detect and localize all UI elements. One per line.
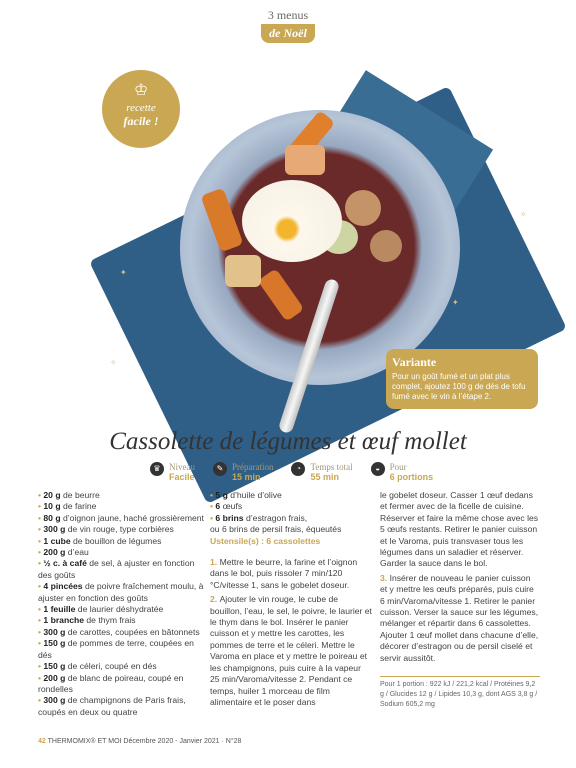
steps-column-2 [210, 557, 372, 708]
potato [285, 145, 325, 175]
knife-icon: ✎ [213, 462, 227, 476]
meta-label: Pour [389, 462, 407, 472]
variante-body: Pour un goût fumé et un plat plus complet, ajoutez 100 g de dés de tofu fumé avec le vin à l’étape 2. [392, 372, 526, 401]
bullet-icon: • [38, 615, 44, 626]
easy-recipe-badge [102, 70, 180, 148]
ingredient-item [38, 695, 208, 718]
ingredient-item [38, 513, 208, 524]
star-decoration: ✦ [120, 268, 127, 277]
ingredients-column-1 [38, 490, 208, 718]
ingredient-qty: 150 g [43, 661, 66, 672]
step-text: le gobelet doseur. Casser 1 œuf dedans et fermer avec de la ficelle de cuisine. Réserver et faire la même chose avec les 5 œufs restants. Retirer le panier cuisson et le Varoma, puis transvaser tous les légumes dans un saladier et réserver. Garder la sauce dans le bol. [380, 490, 539, 569]
ingredient-qty: 150 g [43, 638, 66, 649]
ingredient-text: de champignons de Paris frais, coupés en deux ou quatre [38, 695, 186, 717]
section-header [252, 8, 324, 43]
recipe-meta [150, 462, 433, 482]
step-item [380, 490, 540, 570]
plate-icon: ◒ [371, 462, 385, 476]
badge-line1: recette [126, 102, 156, 114]
nutrition-info: Pour 1 portion : 922 kJ / 221,2 kcal / Protéines 9,2 g / Glucides 12 g / Lipides 10,3 g, dont AGS 3,8 g / Sodium 605,2 mg [380, 676, 540, 710]
star-decoration: ✧ [520, 210, 527, 219]
bullet-icon: • [210, 501, 216, 512]
ingredient-item [38, 604, 208, 615]
ingredient-text: d’eau [65, 547, 89, 558]
ingredient-text: d’huile d’olive [227, 490, 282, 500]
ingredient-item [210, 513, 372, 524]
section-header-line1: 3 menus [267, 8, 309, 22]
step-text: Ajouter le vin rouge, le cube de bouillon, l’eau, le sel, le poivre, le laurier et le thym dans le bol. Insérer le panier cuisson et y mettre les carottes, les pommes de terre et le céleri. Mettre le Varoma en place et y mettre le poireau et les champignons, puis cuire à la vapeur 25 min/Varoma/vitesse 2. Pendant ce temps, huiler 1 morceau de film alimentaire et le poser dans [210, 594, 372, 707]
ingredient-text: de carottes, coupées en bâtonnets [65, 626, 200, 637]
bullet-icon: • [38, 604, 44, 615]
ingredient-item [210, 524, 372, 535]
bullet-icon: • [38, 581, 44, 592]
ingredient-qty: 300 g [43, 626, 66, 637]
ingredient-text: ou 6 brins de persil frais, équeutés [210, 524, 342, 535]
step-text: Insérer de nouveau le panier cuisson et y mettre les œufs préparés, puis cuire 6 min/Varoma/vitesse 1. Retirer le panier cuisson. Verser la sauce sur les légumes, mélanger et répartir dans 6 cassolettes. Ajouter 1 œuf mollet dans chacune d’elle, décorer d’estragon ou de persil ciselé et servir aussitôt. [380, 572, 539, 663]
bullet-icon: • [38, 638, 44, 649]
ingredient-item [38, 524, 208, 535]
ingredient-text: de poivre fraîchement moulu, à ajuster en fonction des goûts [38, 581, 204, 603]
bullet-icon: • [38, 672, 44, 683]
meta-label: Temps total [310, 462, 353, 472]
ingredient-qty: ½ c. à café [43, 558, 87, 569]
ingredient-item [38, 661, 208, 672]
ingredient-qty: 1 cube [43, 535, 71, 546]
recipe-title: Cassolette de légumes et œuf mollet [109, 428, 467, 455]
ingredient-item [38, 673, 208, 696]
step-item [210, 594, 372, 708]
meta-value: 15 min [232, 472, 261, 482]
bullet-icon: • [210, 490, 216, 500]
ingredient-qty: 4 pincées [43, 581, 83, 592]
bullet-icon: • [38, 547, 44, 558]
ingredient-qty: 80 g [43, 512, 61, 523]
meta-value: Facile [169, 472, 195, 482]
bullet-icon: • [38, 501, 44, 512]
star-decoration: ✧ [110, 358, 117, 367]
ingredient-text: d’oignon jaune, haché grossièrement [60, 512, 204, 523]
ingredient-qty: 300 g [43, 695, 66, 706]
chef-hat-icon: ♔ [133, 82, 149, 99]
ingredient-item [210, 501, 372, 512]
ingredient-qty: 20 g [43, 490, 61, 500]
ingredient-text: de thym frais [84, 615, 136, 626]
ingredient-item [38, 558, 208, 581]
ingredient-text: de céleri, coupé en dés [65, 661, 157, 672]
step-text: Mettre le beurre, la farine et l’oignon dans le bol, puis rissoler 7 min/120 °C/vitesse 1, sans le gobelet doseur. [210, 557, 358, 590]
bullet-icon: • [38, 661, 44, 672]
ingredient-item [38, 615, 208, 626]
meta-label: Niveau [169, 462, 195, 472]
clock-icon: ◔ [291, 462, 305, 476]
ingredient-item [38, 547, 208, 558]
ingredient-item [38, 638, 208, 661]
ingredient-text: œufs [220, 501, 243, 512]
footer-text: THERMOMIX® ET MOI Décembre 2020 - Janvier 2021 · N°28 [47, 738, 242, 745]
mushroom [370, 230, 402, 262]
ingredient-item [38, 490, 208, 501]
page-number: 42 [38, 738, 46, 745]
bullet-icon: • [210, 512, 216, 523]
bullet-icon: • [38, 512, 44, 523]
meta-total [291, 462, 352, 482]
ingredient-qty: 1 branche [43, 615, 85, 626]
step-number: 2. [210, 594, 220, 605]
bullet-icon: • [38, 626, 44, 637]
ingredient-text: de bouillon de légumes [70, 535, 162, 546]
ingredient-text: de laurier déshydratée [75, 604, 164, 615]
ingredient-item [38, 536, 208, 547]
ingredient-qty: 5 g [215, 490, 228, 500]
ingredient-text: de vin rouge, type corbières [65, 524, 174, 535]
bullet-icon: • [38, 490, 44, 500]
ingredient-item [38, 581, 208, 604]
mushroom [345, 190, 381, 226]
ingredient-qty: 1 feuille [43, 604, 76, 615]
ingredient-qty: 10 g [43, 501, 61, 512]
ingredient-qty: 6 brins [215, 512, 244, 523]
meta-label: Préparation [232, 462, 274, 472]
section-header-line2: de Noël [261, 24, 315, 43]
steps-column-3 [380, 490, 540, 667]
ingredient-item [38, 501, 208, 512]
ingredient-text: de beurre [60, 490, 100, 500]
ustensiles: Ustensile(s) : 6 cassolettes [210, 535, 321, 546]
poached-egg [242, 180, 342, 262]
ingredient-qty: 200 g [43, 672, 66, 683]
chef-hat-icon: ♛ [150, 462, 164, 476]
page-footer [38, 738, 241, 745]
potato [225, 255, 261, 287]
ingredient-text: de sel, à ajuster en fonction des goûts [38, 558, 195, 580]
bullet-icon: • [38, 524, 44, 535]
star-decoration: ✦ [452, 298, 459, 307]
step-item [210, 557, 372, 591]
meta-value: 55 min [310, 472, 339, 482]
ingredient-qty: 6 [215, 501, 221, 512]
variante-title: Variante [392, 355, 437, 369]
ingredient-qty: 200 g [43, 547, 66, 558]
ingredient-text: de blanc de poireau, coupé en rondelles [38, 672, 184, 694]
column-2 [210, 490, 372, 711]
bullet-icon: • [38, 558, 44, 569]
meta-value: 6 portions [389, 472, 434, 482]
ingredient-qty: 300 g [43, 524, 66, 535]
ingredient-item [210, 490, 372, 501]
badge-line2: facile ! [123, 114, 159, 128]
ingredient-text: de farine [60, 501, 97, 512]
ingredient-text: d’estragon frais, [243, 512, 308, 523]
meta-level [150, 462, 195, 482]
meta-servings [371, 462, 434, 482]
bullet-icon: • [38, 695, 44, 706]
ingredient-text: de pommes de terre, coupées en dés [38, 638, 194, 660]
meta-prep [213, 462, 273, 482]
ingredient-item [38, 627, 208, 638]
variante-box [386, 349, 538, 409]
bullet-icon: • [38, 535, 44, 546]
step-number: 1. [210, 557, 220, 568]
ingredients-column-2 [210, 490, 372, 536]
step-number: 3. [380, 572, 390, 583]
step-item [380, 573, 540, 664]
